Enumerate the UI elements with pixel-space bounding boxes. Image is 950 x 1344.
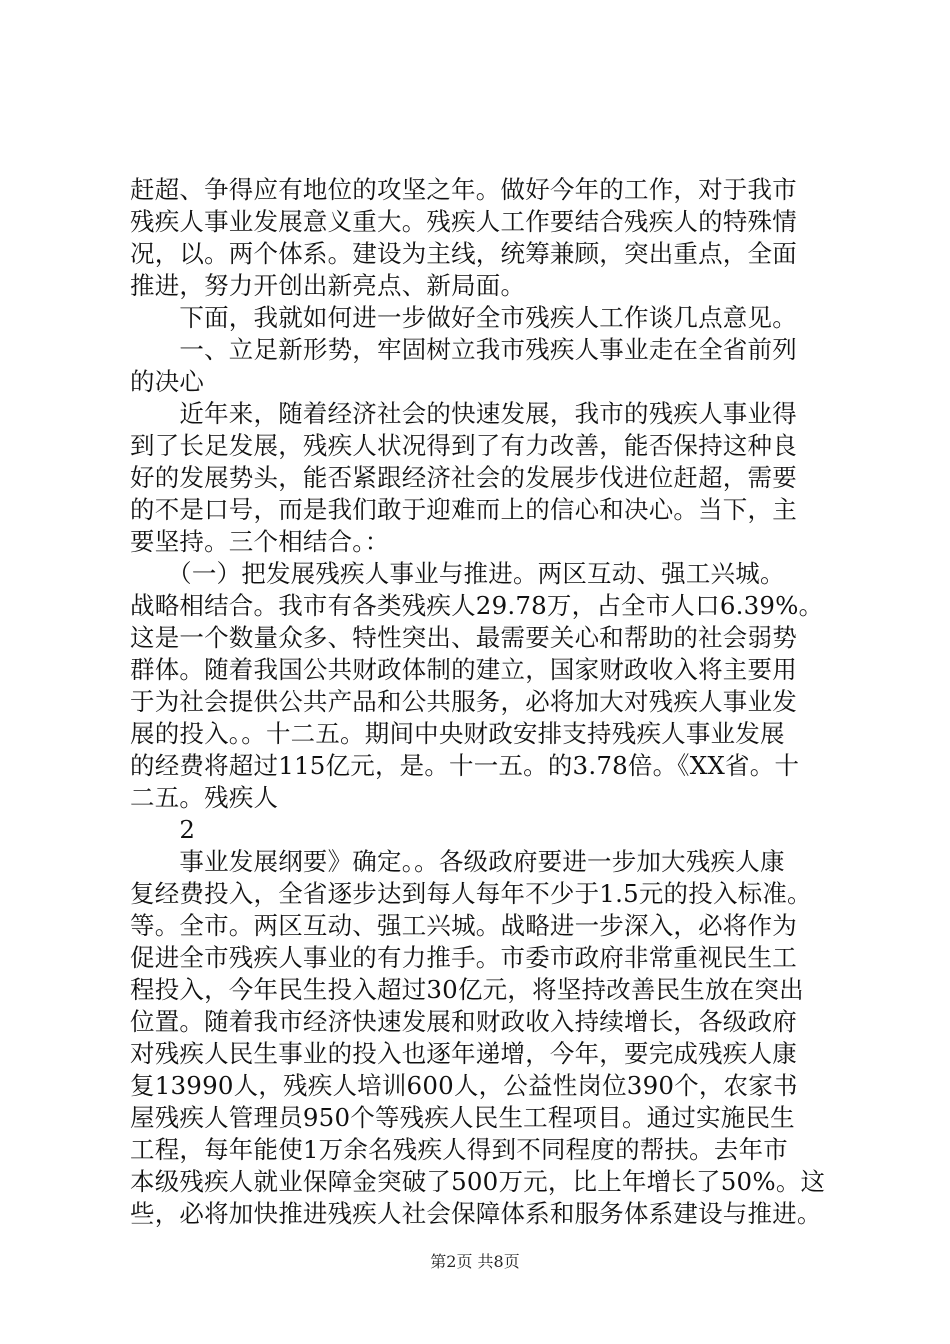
text-line: 二五。残疾人 bbox=[130, 783, 279, 812]
text-line: 本级残疾人就业保障金突破了500万元，比上年增长了50%。这 bbox=[130, 1167, 826, 1196]
text-line: 近年来，随着经济社会的快速发展，我市的残疾人事业得 bbox=[130, 399, 797, 428]
text-line: 展的投入。。十二五。期间中央财政安排支持残疾人事业发展 bbox=[130, 719, 785, 748]
text-line: 对残疾人民生事业的投入也逐年递增，今年，要完成残疾人康 bbox=[130, 1039, 797, 1068]
text-line: 程投入，今年民生投入超过30亿元，将坚持改善民生放在突出 bbox=[130, 975, 804, 1004]
text-line: 况，以。两个体系。建设为主线，统筹兼顾，突出重点，全面 bbox=[130, 239, 797, 268]
page-footer: 第2页 共8页 bbox=[430, 1252, 520, 1271]
text-line: 残疾人事业发展意义重大。残疾人工作要结合残疾人的特殊情 bbox=[130, 207, 797, 236]
text-line: 工程，每年能使1万余名残疾人得到不同程度的帮扶。去年市 bbox=[130, 1135, 788, 1164]
text-line: 好的发展势头，能否紧跟经济社会的发展步伐进位赶超，需要 bbox=[130, 463, 797, 492]
text-line: 复13990人，残疾人培训600人，公益性岗位390个，农家书 bbox=[130, 1071, 798, 1100]
section-heading: 的决心 bbox=[130, 367, 205, 396]
text-line: 群体。随着我国公共财政体制的建立，国家财政收入将主要用 bbox=[130, 655, 797, 684]
text-line: 促进全市残疾人事业的有力推手。市委市政府非常重视民生工 bbox=[130, 943, 797, 972]
text-line: 复经费投入，全省逐步达到每人每年不少于1.5元的投入标准。 bbox=[130, 879, 812, 908]
text-line: 战略相结合。我市有各类残疾人29.78万，占全市人口6.39%。 bbox=[130, 591, 824, 620]
text-line: 屋残疾人管理员950个等残疾人民生工程项目。通过实施民生 bbox=[130, 1103, 795, 1132]
text-line: （一）把发展残疾人事业与推进。两区互动、强工兴城。 bbox=[130, 559, 785, 588]
text-line: 位置。随着我市经济快速发展和财政收入持续增长，各级政府 bbox=[130, 1007, 797, 1036]
text-line: 要坚持。三个相结合。： bbox=[130, 527, 390, 556]
text-line: 等。全市。两区互动、强工兴城。战略进一步深入，必将作为 bbox=[130, 911, 797, 940]
text-line: 的经费将超过115亿元，是。十一五。的3.78倍。《XX省。十 bbox=[130, 751, 800, 780]
text-line: 赶超、争得应有地位的攻坚之年。做好今年的工作，对于我市 bbox=[130, 175, 797, 204]
text-line: 的不是口号，而是我们敢于迎难而上的信心和决心。当下，主 bbox=[130, 495, 797, 524]
text-line: 这是一个数量众多、特性突出、最需要关心和帮助的社会弱势 bbox=[130, 623, 797, 652]
inline-page-number: 2 bbox=[130, 815, 196, 844]
text-line: 到了长足发展，残疾人状况得到了有力改善，能否保持这种良 bbox=[130, 431, 797, 460]
text-line: 推进，努力开创出新亮点、新局面。 bbox=[130, 271, 526, 300]
section-heading: 一、立足新形势，牢固树立我市残疾人事业走在全省前列 bbox=[130, 335, 797, 364]
text-line: 事业发展纲要》确定。。各级政府要进一步加大残疾人康 bbox=[130, 847, 785, 876]
text-line: 些，必将加快推进残疾人社会保障体系和服务体系建设与推进。 bbox=[130, 1199, 822, 1228]
text-line: 下面，我就如何进一步做好全市残疾人工作谈几点意见。 bbox=[130, 303, 797, 332]
text-line: 于为社会提供公共产品和公共服务，必将加大对残疾人事业发 bbox=[130, 687, 797, 716]
